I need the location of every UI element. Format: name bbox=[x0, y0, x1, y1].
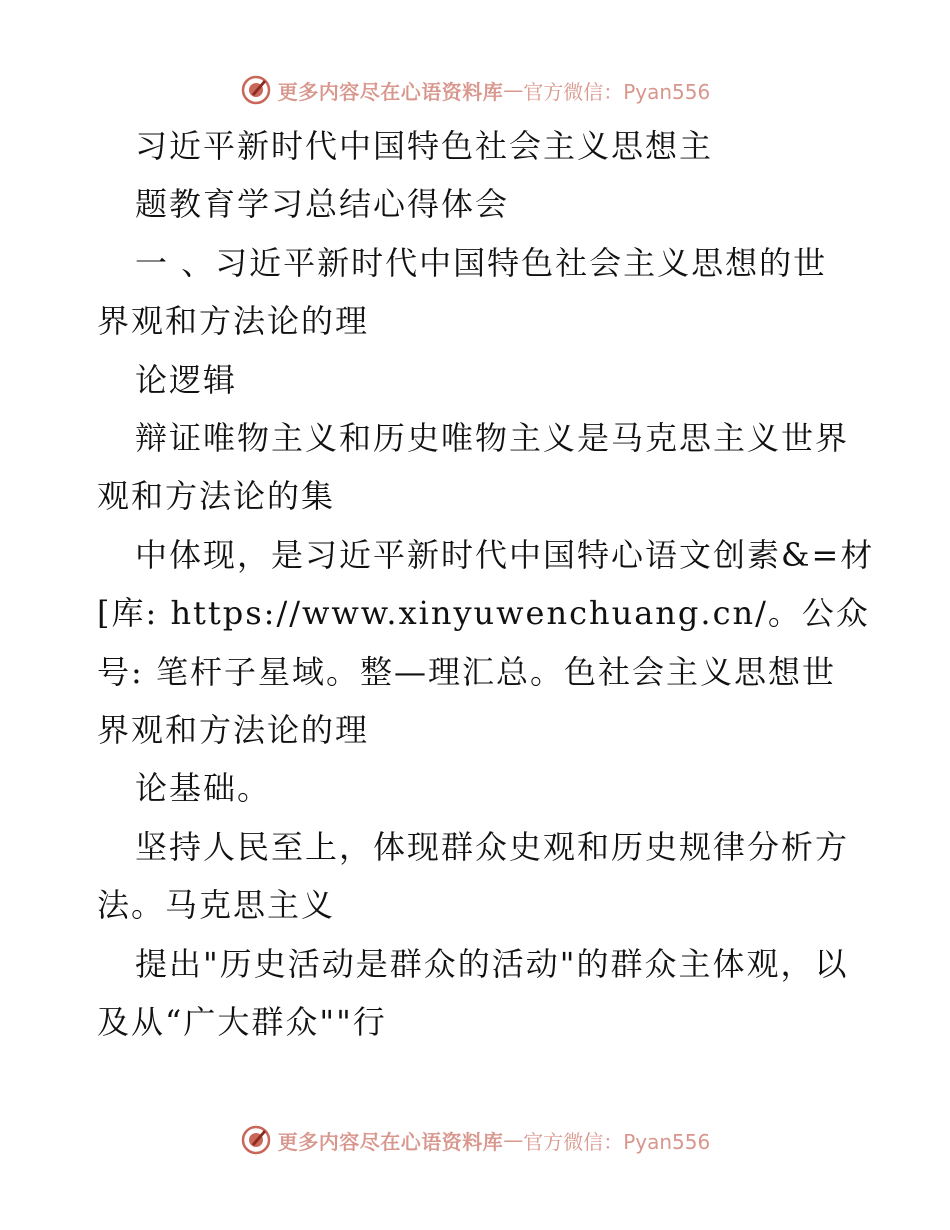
banner-separator: — bbox=[503, 1128, 524, 1152]
text-line: 论逻辑 bbox=[135, 361, 238, 399]
text-line: 号: 笔杆子星域。整—理汇总。色社会主义思想世 bbox=[97, 653, 836, 691]
banner-site-text: 更多内容尽在心语资料库 bbox=[277, 79, 504, 104]
header-banner bbox=[0, 70, 950, 110]
banner-wechat-text: 官方微信：Pyan556 bbox=[523, 1129, 711, 1154]
banner-separator: — bbox=[503, 78, 524, 102]
text-line: 及从“广大群众""行 bbox=[97, 1003, 387, 1041]
text-line: 界观和方法论的理 bbox=[97, 302, 370, 340]
logo-icon bbox=[240, 1124, 272, 1156]
text-line: 一 、习近平新时代中国特色社会主义思想的世 bbox=[135, 244, 828, 282]
logo-icon bbox=[240, 74, 272, 106]
text-line: 论基础。 bbox=[135, 769, 272, 807]
text-line: 中体现，是习近平新时代中国特心语文创素&=材 bbox=[135, 536, 875, 574]
document-title-line-2: 题教育学习总结心得体会 bbox=[135, 185, 510, 223]
banner-site-text: 更多内容尽在心语资料库 bbox=[277, 1129, 504, 1154]
document-title-line-1: 习近平新时代中国特色社会主义思想主 bbox=[135, 127, 714, 165]
text-line: 辩证唯物主义和历史唯物主义是马克思主义世界 bbox=[135, 419, 850, 457]
text-line: 观和方法论的集 bbox=[97, 477, 336, 515]
text-line: 界观和方法论的理 bbox=[97, 711, 370, 749]
text-line: [库: https://www.xinyuwenchuang.cn/。公众 bbox=[97, 594, 870, 632]
text-line: 法。马克思主义 bbox=[97, 886, 336, 924]
footer-banner bbox=[0, 1120, 950, 1160]
banner-wechat-text: 官方微信：Pyan556 bbox=[523, 79, 711, 104]
text-line: 提出"历史活动是群众的活动"的群众主体观，以 bbox=[135, 945, 849, 983]
text-line: 坚持人民至上，体现群众史观和历史规律分析方 bbox=[135, 828, 850, 866]
